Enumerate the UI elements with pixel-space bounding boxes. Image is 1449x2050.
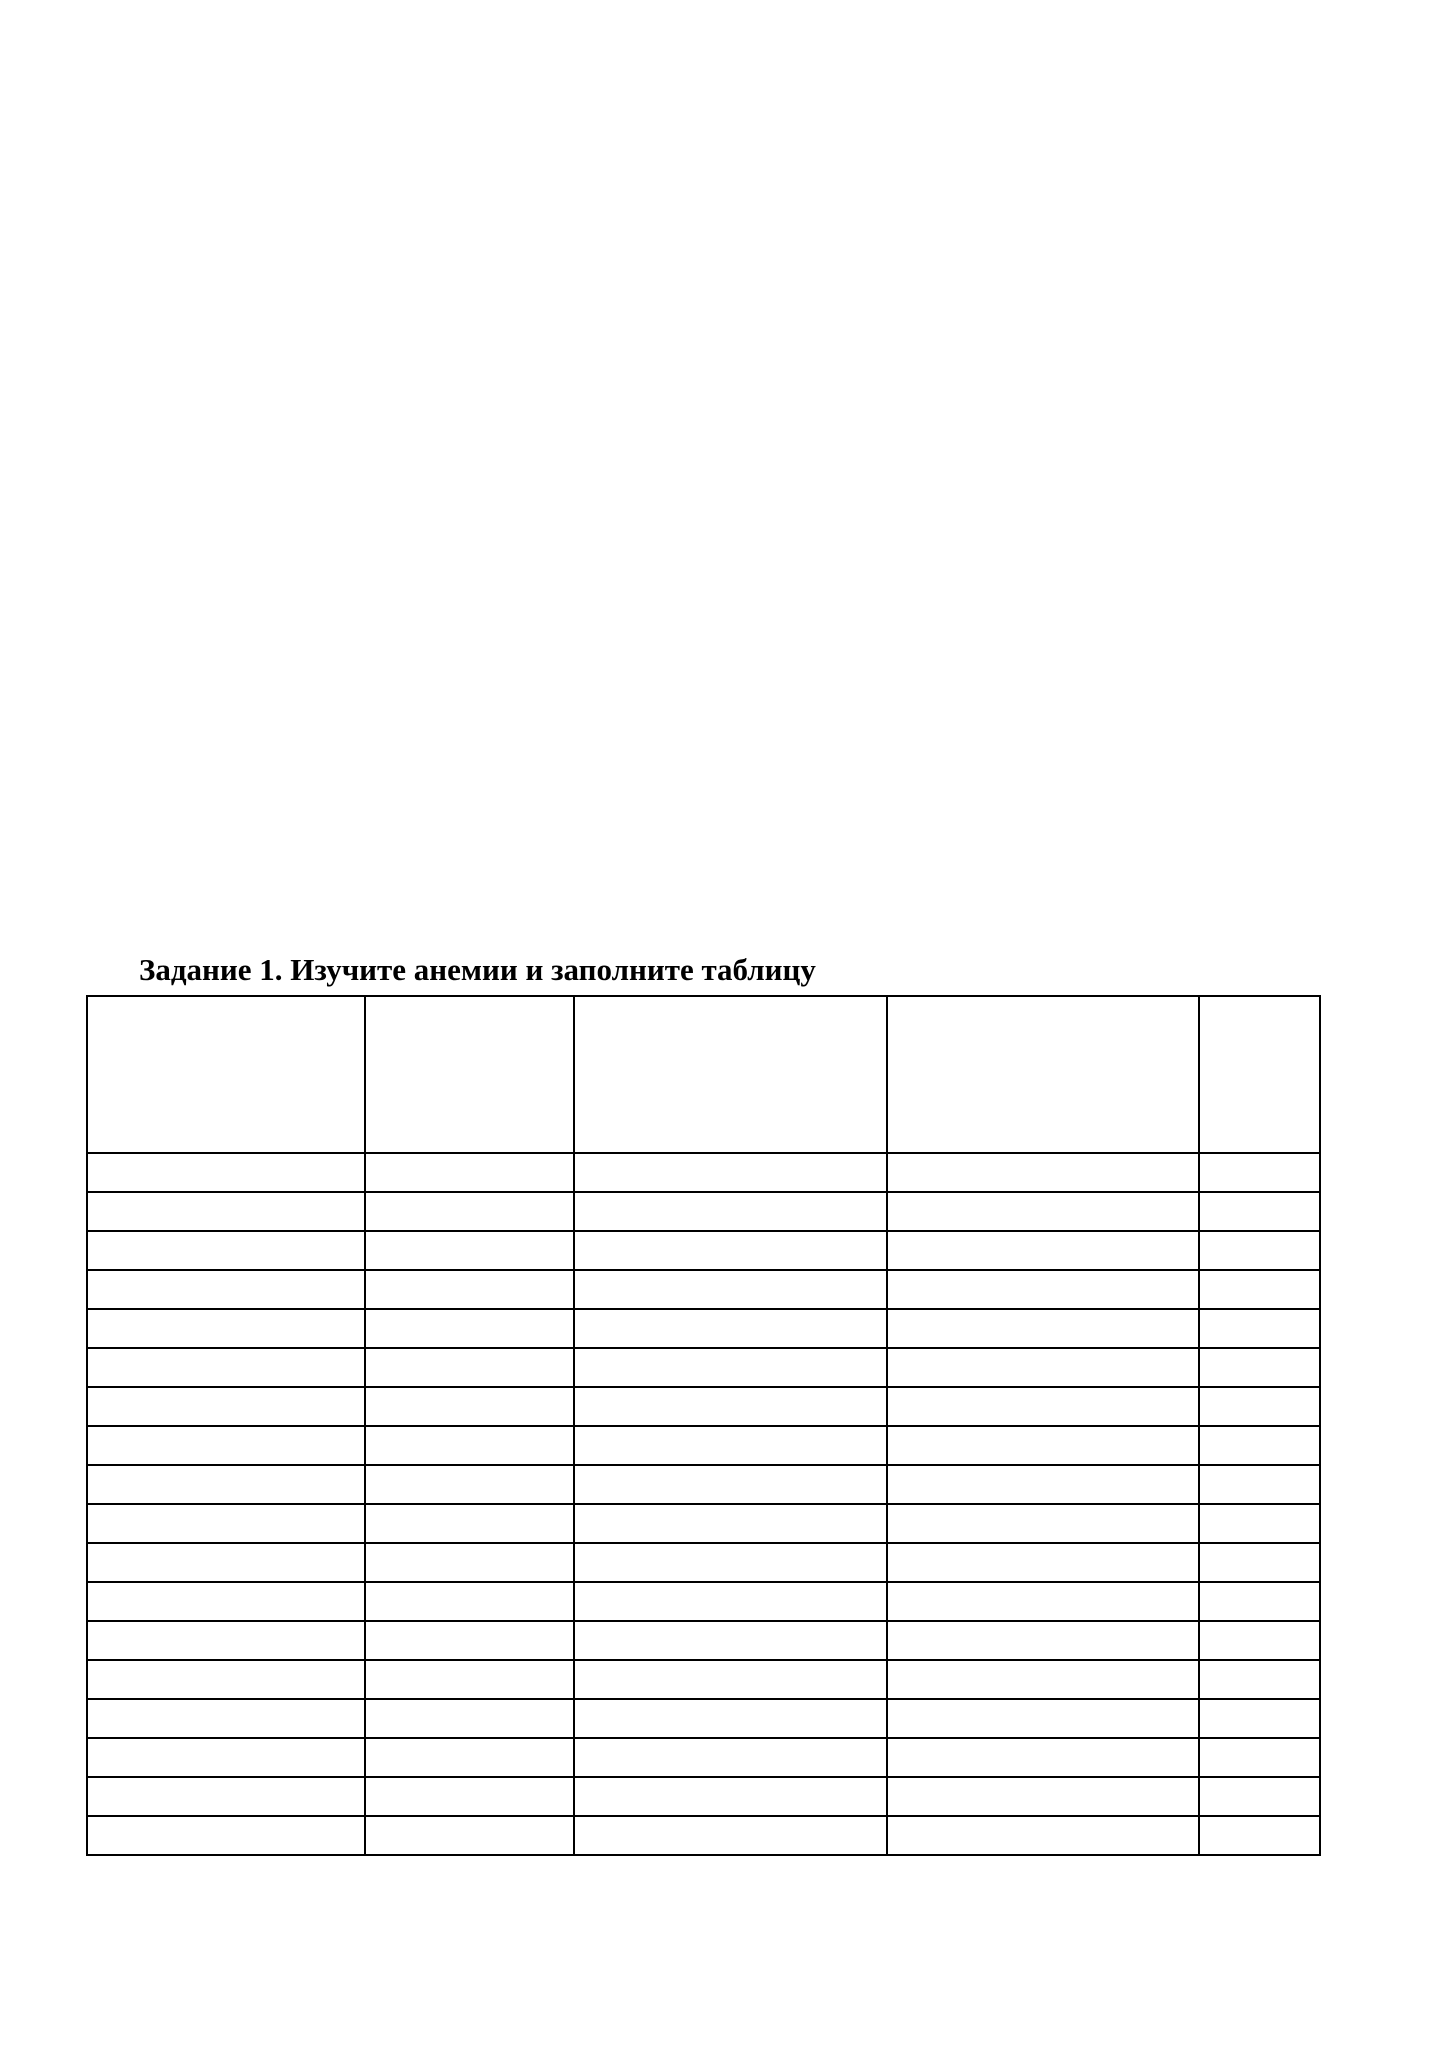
table-cell[interactable]: [1199, 1465, 1320, 1504]
table-cell[interactable]: [365, 1231, 574, 1270]
table-cell[interactable]: [365, 1699, 574, 1738]
table-cell[interactable]: [365, 1387, 574, 1426]
table-cell[interactable]: [1199, 1738, 1320, 1777]
table-cell[interactable]: [87, 1465, 365, 1504]
table-cell[interactable]: [887, 1348, 1199, 1387]
table-cell[interactable]: [365, 1738, 574, 1777]
table-cell[interactable]: [887, 1231, 1199, 1270]
table-row: [87, 1699, 1320, 1738]
table-cell[interactable]: [1199, 1270, 1320, 1309]
table-cell[interactable]: [887, 1309, 1199, 1348]
table-cell[interactable]: [365, 1777, 574, 1816]
table-cell[interactable]: [1199, 1543, 1320, 1582]
table-cell[interactable]: [887, 1387, 1199, 1426]
table-row: [87, 1738, 1320, 1777]
table-cell[interactable]: [887, 1543, 1199, 1582]
table-cell[interactable]: [887, 1153, 1199, 1192]
table-cell[interactable]: [87, 1153, 365, 1192]
table-cell[interactable]: [574, 1270, 887, 1309]
table-cell[interactable]: [365, 1816, 574, 1855]
header-cell[interactable]: [887, 996, 1199, 1153]
table-row: [87, 1465, 1320, 1504]
table-cell[interactable]: [574, 1582, 887, 1621]
table-row: [87, 1231, 1320, 1270]
table-cell[interactable]: [87, 1699, 365, 1738]
table-cell[interactable]: [574, 1699, 887, 1738]
table-cell[interactable]: [574, 1504, 887, 1543]
table-cell[interactable]: [887, 1270, 1199, 1309]
table-cell[interactable]: [887, 1426, 1199, 1465]
table-cell[interactable]: [887, 1738, 1199, 1777]
table-cell[interactable]: [1199, 1192, 1320, 1231]
table-cell[interactable]: [887, 1465, 1199, 1504]
table-cell[interactable]: [1199, 1816, 1320, 1855]
table-cell[interactable]: [87, 1192, 365, 1231]
table-cell[interactable]: [574, 1543, 887, 1582]
table-cell[interactable]: [87, 1582, 365, 1621]
table-cell[interactable]: [887, 1699, 1199, 1738]
table-row: [87, 1309, 1320, 1348]
table-cell[interactable]: [365, 1543, 574, 1582]
table-cell[interactable]: [887, 1777, 1199, 1816]
table-cell[interactable]: [87, 1348, 365, 1387]
table-cell[interactable]: [365, 1192, 574, 1231]
table-cell[interactable]: [1199, 1231, 1320, 1270]
table-row: [87, 1621, 1320, 1660]
table-row: [87, 1426, 1320, 1465]
table-cell[interactable]: [365, 1153, 574, 1192]
anemia-table: [86, 995, 1321, 1856]
table-cell[interactable]: [574, 1465, 887, 1504]
table-body: [87, 996, 1320, 1855]
table-cell[interactable]: [574, 1192, 887, 1231]
header-cell[interactable]: [365, 996, 574, 1153]
table-row: [87, 1582, 1320, 1621]
table-cell[interactable]: [1199, 1504, 1320, 1543]
table-cell[interactable]: [1199, 1660, 1320, 1699]
table-row: [87, 1816, 1320, 1855]
table-row: [87, 1777, 1320, 1816]
table-cell[interactable]: [87, 1231, 365, 1270]
table-cell[interactable]: [365, 1348, 574, 1387]
table-cell[interactable]: [574, 1348, 887, 1387]
table-cell[interactable]: [887, 1192, 1199, 1231]
table-cell[interactable]: [365, 1660, 574, 1699]
table-cell[interactable]: [574, 1621, 887, 1660]
header-cell[interactable]: [1199, 996, 1320, 1153]
table-cell[interactable]: [1199, 1621, 1320, 1660]
table-cell[interactable]: [87, 1387, 365, 1426]
table-cell[interactable]: [87, 1777, 365, 1816]
table-cell[interactable]: [87, 1504, 365, 1543]
table-cell[interactable]: [87, 1309, 365, 1348]
table-cell[interactable]: [1199, 1153, 1320, 1192]
table-cell[interactable]: [87, 1621, 365, 1660]
table-row: [87, 1192, 1320, 1231]
table-row: [87, 1660, 1320, 1699]
table-cell[interactable]: [574, 1231, 887, 1270]
table-cell[interactable]: [1199, 1348, 1320, 1387]
table-cell[interactable]: [365, 1426, 574, 1465]
header-cell[interactable]: [574, 996, 887, 1153]
table-cell[interactable]: [574, 1153, 887, 1192]
table-cell[interactable]: [365, 1270, 574, 1309]
table-cell[interactable]: [887, 1504, 1199, 1543]
table-cell[interactable]: [365, 1504, 574, 1543]
table-cell[interactable]: [87, 1816, 365, 1855]
table-cell[interactable]: [365, 1465, 574, 1504]
table-cell[interactable]: [87, 1543, 365, 1582]
table-cell[interactable]: [887, 1621, 1199, 1660]
table-cell[interactable]: [1199, 1777, 1320, 1816]
table-cell[interactable]: [574, 1816, 887, 1855]
table-cell[interactable]: [887, 1660, 1199, 1699]
table-cell[interactable]: [887, 1582, 1199, 1621]
table-cell[interactable]: [1199, 1426, 1320, 1465]
table-cell[interactable]: [1199, 1387, 1320, 1426]
header-cell[interactable]: [87, 996, 365, 1153]
table-cell[interactable]: [365, 1621, 574, 1660]
table-row: [87, 1153, 1320, 1192]
table-cell[interactable]: [1199, 1309, 1320, 1348]
table-row: [87, 1270, 1320, 1309]
table-cell[interactable]: [87, 1426, 365, 1465]
table-row: [87, 1504, 1320, 1543]
table-row: [87, 1387, 1320, 1426]
table-cell[interactable]: [574, 1309, 887, 1348]
table-cell[interactable]: [574, 1387, 887, 1426]
table-cell[interactable]: [574, 1660, 887, 1699]
table-header-row: [87, 996, 1320, 1153]
table-cell[interactable]: [887, 1816, 1199, 1855]
table-cell[interactable]: [87, 1738, 365, 1777]
table-row: [87, 1543, 1320, 1582]
table-row: [87, 1348, 1320, 1387]
task-heading: Задание 1. Изучите анемии и заполните таблицу: [139, 952, 816, 987]
table-cell[interactable]: [1199, 1699, 1320, 1738]
table-cell[interactable]: [1199, 1582, 1320, 1621]
table-cell[interactable]: [365, 1309, 574, 1348]
table-cell[interactable]: [365, 1582, 574, 1621]
table-cell[interactable]: [574, 1738, 887, 1777]
table-cell[interactable]: [574, 1777, 887, 1816]
table-cell[interactable]: [87, 1270, 365, 1309]
table-cell[interactable]: [574, 1426, 887, 1465]
table-cell[interactable]: [87, 1660, 365, 1699]
